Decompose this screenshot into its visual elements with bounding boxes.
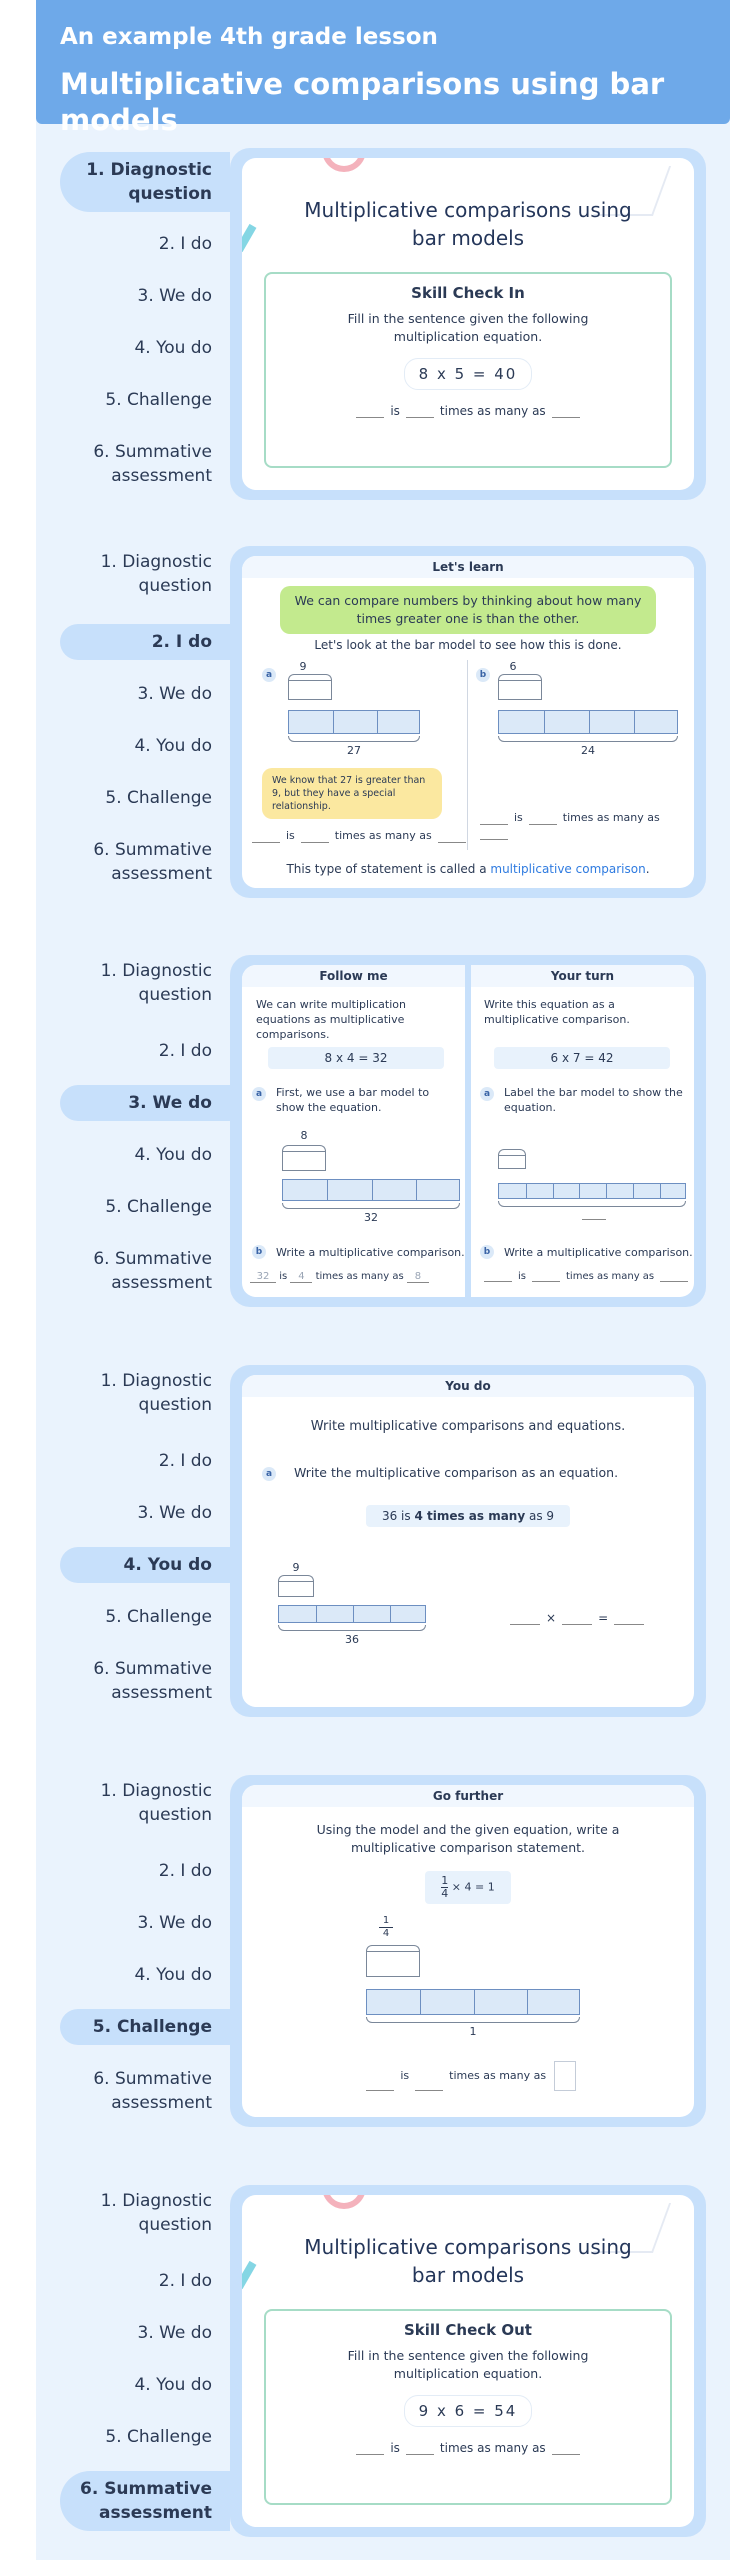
intro-text: Using the model and the given equation, write a multiplicative comparison statement. — [316, 1822, 620, 1855]
section-you-do — [60, 1365, 706, 1717]
skill-check-box — [264, 272, 672, 468]
answer-blank[interactable] — [562, 1624, 592, 1625]
slide-title: Multiplicative comparisons using bar models — [304, 2235, 632, 2287]
note-bubble: We know that 27 is greater than 9, but they have a special relationship. — [262, 768, 442, 819]
section-i-do — [60, 546, 706, 898]
fraction-numerator: 1 — [441, 1874, 449, 1887]
bar-top-label: 9 — [292, 1561, 300, 1574]
nav-item-diagnostic[interactable]: 1. Diagnostic question — [100, 961, 212, 1005]
nav-item-i-do[interactable]: 2. I do — [158, 1451, 212, 1471]
nav-item-summative[interactable]: 6. Summative assessment — [60, 2471, 230, 2531]
answer-blank[interactable] — [552, 2454, 580, 2455]
nav-item-diagnostic[interactable]: 1. Diagnostic question — [100, 1781, 212, 1825]
answer-blank[interactable] — [552, 417, 580, 418]
footer-pre: This type of statement is called a — [286, 862, 491, 876]
left-answer-sentence — [250, 1271, 429, 1283]
fraction-denominator: 4 — [382, 1928, 390, 1939]
answer-value: 8 — [407, 1271, 429, 1283]
nav-item-we-do[interactable]: 3. We do — [137, 1503, 212, 1523]
nav-item-diagnostic[interactable]: 1. Diagnostic question — [100, 552, 212, 596]
answer-blank[interactable] — [356, 417, 384, 418]
equals-sign: = — [598, 1611, 609, 1625]
slide-card — [242, 965, 694, 1297]
bar-bottom-label: 1 — [469, 2025, 477, 2038]
long-bar — [498, 710, 678, 734]
bar-top-label: 9 — [299, 660, 307, 673]
fraction-numerator: 1 — [379, 1915, 393, 1928]
shape-decoration — [242, 224, 256, 252]
word-is: is — [390, 2441, 400, 2455]
answer-blank[interactable] — [366, 2090, 394, 2091]
right-intro: Write this equation as a multiplicative comparison. — [484, 998, 630, 1026]
section-challenge — [60, 1775, 706, 2127]
equation: 9 x 6 = 54 — [404, 2395, 533, 2427]
lesson-nav — [60, 546, 230, 898]
answer-blank[interactable] — [582, 1219, 606, 1220]
right-step-b: Write a multiplicative comparison. — [504, 1246, 693, 1259]
part-a-tag: a — [252, 1087, 266, 1101]
word-times: times as many as — [315, 1271, 404, 1282]
answer-blank[interactable] — [510, 1624, 540, 1625]
word-times: times as many as — [334, 829, 432, 842]
part-a-tag: a — [480, 1087, 494, 1101]
answer-blank[interactable] — [614, 1624, 644, 1625]
slide-frame — [230, 1365, 706, 1717]
answer-sentence — [242, 2061, 694, 2091]
right-equation-wrap — [494, 1047, 670, 1069]
nav-item-you-do[interactable]: 4. You do — [134, 338, 212, 358]
slide-frame — [230, 1775, 706, 2127]
nav-item-summative[interactable]: 6. Summative assessment — [93, 1659, 212, 1703]
brace — [498, 1201, 686, 1207]
small-bar — [288, 680, 332, 700]
times-sign: × — [546, 1611, 557, 1625]
answer-blank[interactable] — [356, 2454, 384, 2455]
long-bar — [278, 1605, 426, 1623]
bar-bottom-label: 32 — [364, 1211, 378, 1224]
right-equation: 6 x 7 = 42 — [494, 1047, 670, 1069]
footer-text — [242, 862, 694, 876]
long-bar — [288, 710, 420, 734]
skill-check-title: Skill Check In — [411, 284, 525, 302]
statement-part: 36 is — [381, 1509, 415, 1523]
nav-item-diagnostic[interactable]: 1. Diagnostic question — [100, 2191, 212, 2235]
nav-item-we-do[interactable]: 3. We do — [137, 1913, 212, 1933]
bar-bottom-label: 36 — [345, 1633, 359, 1646]
part-b-tag: b — [480, 1245, 494, 1259]
slide-frame — [230, 955, 706, 1307]
divider — [467, 660, 468, 850]
section-diagnostic — [60, 148, 706, 500]
equation-wrap — [242, 1871, 694, 1904]
slide-frame — [230, 148, 706, 500]
small-bar — [278, 1581, 314, 1597]
statement-wrap — [242, 1505, 694, 1527]
left-intro: We can write multiplication equations as multiplicative comparisons. — [256, 998, 406, 1041]
divider — [465, 965, 471, 1297]
lesson-nav — [60, 2185, 230, 2537]
answer-blank[interactable] — [415, 2090, 443, 2091]
equation-answer — [504, 1611, 650, 1625]
nav-item-challenge[interactable]: 5. Challenge — [60, 2009, 230, 2045]
intro-text: Let's look at the bar model to see how this is done. — [314, 638, 622, 652]
nav-item-i-do[interactable]: 2. I do — [158, 234, 212, 254]
nav-item-i-do[interactable]: 2. I do — [158, 1861, 212, 1881]
nav-item-challenge[interactable]: 5. Challenge — [105, 2427, 212, 2447]
section-summative — [60, 2185, 706, 2537]
shape-decoration — [242, 2261, 256, 2289]
skill-check-box — [264, 2309, 672, 2505]
answer-blank[interactable] — [438, 842, 466, 843]
brace — [288, 736, 420, 742]
part-b-tag: b — [252, 1245, 266, 1259]
left-step-a: First, we use a bar model to show the equation. — [276, 1086, 430, 1114]
lesson-subtitle: An example 4th grade lesson — [60, 24, 438, 50]
brace — [366, 2017, 580, 2023]
word-is: is — [400, 2069, 410, 2082]
statement — [366, 1505, 570, 1527]
nav-item-i-do[interactable]: 2. I do — [60, 624, 230, 660]
answer-blank[interactable] — [484, 1281, 512, 1282]
slide-strip: Let's learn — [242, 556, 694, 578]
slide-card — [242, 158, 694, 490]
lesson-nav — [60, 1365, 230, 1717]
lesson-nav — [60, 1775, 230, 2127]
nav-item-we-do[interactable]: 3. We do — [137, 286, 212, 306]
lesson-title: Multiplicative comparisons using bar models — [60, 67, 665, 137]
left-step-b: Write a multiplicative comparison. — [276, 1246, 465, 1259]
nav-item-summative[interactable]: 6. Summative assessment — [93, 1249, 212, 1293]
slide-title: Multiplicative comparisons using bar models — [304, 198, 632, 250]
skill-check-text: Fill in the sentence given the following multiplication equation. — [347, 311, 589, 344]
slide-card — [242, 556, 694, 888]
word-is: is — [279, 1271, 288, 1282]
long-bar — [366, 1989, 580, 2015]
answer-blank[interactable] — [252, 842, 280, 843]
slide-frame — [230, 546, 706, 898]
answer-blank[interactable] — [660, 1281, 688, 1282]
word-times: times as many as — [566, 1271, 655, 1282]
nav-item-you-do[interactable]: 4. You do — [134, 2375, 212, 2395]
nav-item-diagnostic[interactable]: 1. Diagnostic question — [60, 152, 230, 212]
small-bar — [498, 1155, 526, 1169]
section-we-do — [60, 955, 706, 1307]
bar-top-label: 6 — [509, 660, 517, 673]
arc-decoration — [322, 2195, 366, 2209]
answer-sentence — [474, 810, 694, 840]
long-bar — [498, 1183, 686, 1199]
part-b-tag: b — [476, 668, 490, 682]
word-times: times as many as — [562, 811, 660, 824]
right-strip: Your turn — [471, 965, 694, 987]
fraction-answer-box[interactable] — [554, 2061, 576, 2091]
lesson-nav — [60, 955, 230, 1307]
answer-blank[interactable] — [406, 417, 434, 418]
answer-blank[interactable] — [301, 842, 329, 843]
nav-item-challenge[interactable]: 5. Challenge — [105, 390, 212, 410]
word-is: is — [390, 404, 400, 418]
lesson-header — [36, 0, 730, 137]
slide-card — [242, 1785, 694, 2117]
task-text: Write the multiplicative comparison as an equation. — [294, 1465, 619, 1480]
nav-item-you-do[interactable]: 4. You do — [134, 1965, 212, 1985]
nav-item-challenge[interactable]: 5. Challenge — [105, 1607, 212, 1627]
nav-item-summative[interactable]: 6. Summative assessment — [93, 442, 212, 486]
nav-item-you-do[interactable]: 4. You do — [60, 1547, 230, 1583]
long-bar — [282, 1179, 460, 1201]
bar-top-label: 8 — [300, 1129, 308, 1142]
nav-item-summative[interactable]: 6. Summative assessment — [93, 2069, 212, 2113]
info-banner: We can compare numbers by thinking about how many times greater one is than the other. — [280, 586, 656, 634]
answer-blank[interactable] — [480, 839, 508, 840]
left-equation-wrap — [268, 1047, 444, 1069]
footer-link[interactable]: multiplicative comparison — [490, 862, 646, 876]
skill-check-text: Fill in the sentence given the following multiplication equation. — [347, 2348, 589, 2381]
part-a-tag: a — [262, 1467, 276, 1481]
answer-value: 4 — [290, 1271, 312, 1283]
bar-bottom-label: 24 — [581, 744, 595, 757]
footer-post: . — [645, 862, 650, 876]
small-bar — [498, 680, 542, 700]
answer-blank[interactable] — [532, 1281, 560, 1282]
fraction-denominator: 4 — [441, 1887, 449, 1900]
word-is: is — [518, 1271, 526, 1282]
statement-bold: 4 times as many — [414, 1509, 526, 1523]
word-is: is — [514, 811, 523, 824]
slide-card — [242, 1375, 694, 1707]
nav-item-challenge[interactable]: 5. Challenge — [105, 788, 212, 808]
word-times: times as many as — [439, 2441, 546, 2455]
answer-value: 32 — [250, 1271, 276, 1283]
answer-sentence — [266, 404, 670, 418]
skill-check-title: Skill Check Out — [404, 2321, 532, 2339]
nav-item-challenge[interactable]: 5. Challenge — [105, 1197, 212, 1217]
answer-blank[interactable] — [529, 824, 557, 825]
answer-blank[interactable] — [480, 824, 508, 825]
small-bar — [282, 1151, 326, 1171]
statement-part: as 9 — [525, 1509, 555, 1523]
word-times: times as many as — [439, 404, 546, 418]
answer-sentence — [266, 2441, 670, 2455]
word-is: is — [286, 829, 295, 842]
nav-item-i-do[interactable]: 2. I do — [158, 1041, 212, 1061]
part-a-tag: a — [262, 668, 276, 682]
right-step-a: Label the bar model to show the equation. — [504, 1086, 683, 1114]
word-times: times as many as — [449, 2069, 547, 2082]
intro-text: Write multiplicative comparisons and equations. — [310, 1419, 626, 1434]
brace — [282, 1203, 460, 1209]
answer-blank[interactable] — [406, 2454, 434, 2455]
nav-item-we-do[interactable]: 3. We do — [137, 2323, 212, 2343]
nav-item-you-do[interactable]: 4. You do — [134, 736, 212, 756]
left-equation: 8 x 4 = 32 — [268, 1047, 444, 1069]
answer-sentence — [246, 828, 472, 843]
nav-item-we-do[interactable]: 3. We do — [137, 684, 212, 704]
nav-item-diagnostic[interactable]: 1. Diagnostic question — [100, 1371, 212, 1415]
equation-rest: × 4 = 1 — [451, 1880, 495, 1894]
slide-strip: Go further — [242, 1785, 694, 1807]
brace — [498, 736, 678, 742]
nav-item-we-do[interactable]: 3. We do — [60, 1085, 230, 1121]
slide-card — [242, 2195, 694, 2527]
slide-frame — [230, 2185, 706, 2537]
fraction-equation — [425, 1871, 510, 1904]
small-bar — [366, 1951, 420, 1977]
bar-top-label — [366, 1915, 406, 1940]
lesson-nav — [60, 148, 230, 500]
bar-bottom-label: 27 — [347, 744, 361, 757]
arc-decoration — [322, 158, 366, 172]
left-strip: Follow me — [242, 965, 465, 987]
right-answer-sentence — [478, 1271, 694, 1282]
nav-item-summative[interactable]: 6. Summative assessment — [93, 840, 212, 884]
nav-item-you-do[interactable]: 4. You do — [134, 1145, 212, 1165]
slide-strip: You do — [242, 1375, 694, 1397]
nav-item-i-do[interactable]: 2. I do — [158, 2271, 212, 2291]
brace — [278, 1625, 426, 1631]
equation: 8 x 5 = 40 — [404, 358, 533, 390]
